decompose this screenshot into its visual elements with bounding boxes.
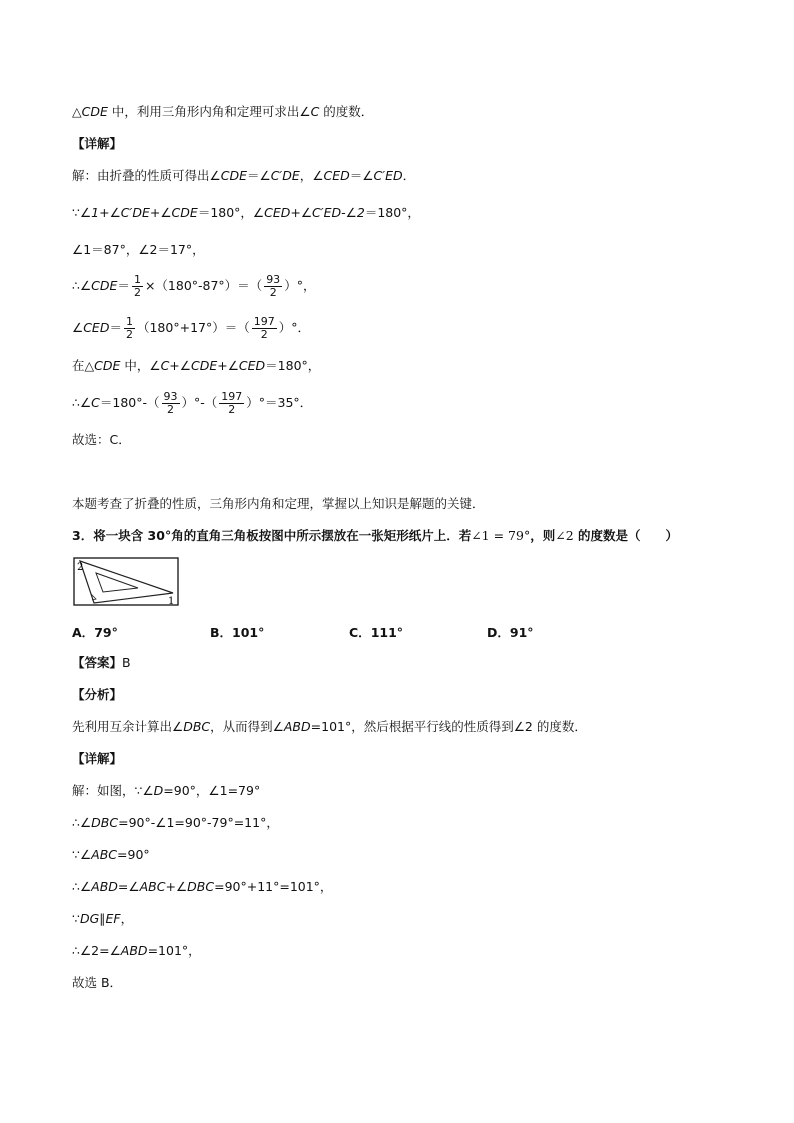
q3-step-2: ∴∠DBC=90°-∠1=90°-79°=11°，: [72, 815, 279, 830]
q3-analysis: 先利用互余计算出∠DBC，从而得到∠ABD=101°，然后根据平行线的性质得到∠2 的度数．: [72, 719, 587, 734]
q2-step-7: ∴∠C＝180°-（ $\frac{93}{2}$ ）°-（ $\frac{197}{2}$ ）°＝35°．: [72, 390, 313, 416]
q2-step-6: 在△CDE 中，∠C+∠CDE+∠CED＝180°，: [72, 358, 321, 373]
fraction: $\frac{93}{2}$: [163, 390, 178, 416]
intro-line: △CDE 中，利用三角形内角和定理可求出∠C 的度数．: [72, 104, 374, 119]
fraction: $\frac{197}{2}$: [253, 315, 275, 341]
rectangle-paper: [74, 558, 178, 605]
q2-summary: 本题考查了折叠的性质，三角形内角和定理，掌握以上知识是解题的关键．: [72, 496, 485, 511]
q2-step-2: ∵∠1+∠C′DE+∠CDE＝180°，∠CED+∠C′ED-∠2＝180°，: [72, 205, 420, 220]
q3-step-5: ∵DG∥EF，: [72, 911, 134, 926]
option-d[interactable]: D．91°: [487, 625, 534, 640]
triangle-symbol: △: [72, 104, 82, 119]
q2-step-4: ∴∠CDE＝ $\frac{1}{2}$ ×（180°-87°）＝（ $\frac{93}{2}$ ）°，: [72, 273, 316, 299]
q3-step-6: ∴∠2=∠ABD=101°，: [72, 943, 201, 958]
q3-answer: 【答案】B: [72, 655, 131, 670]
q3-analysis-heading: 【分析】: [72, 687, 123, 702]
q3-detail-heading: 【详解】: [72, 751, 123, 766]
option-a[interactable]: A．79°: [72, 625, 118, 640]
option-b[interactable]: B．101°: [210, 625, 265, 640]
q2-step-5: ∠CED＝ $\frac{1}{2}$ （180°+17°）＝（ $\frac{197}{2}$ ）°．: [72, 315, 310, 341]
q3-step-3: ∵∠ABC=90°: [72, 847, 150, 862]
angle-1-label: 1: [168, 596, 175, 607]
q3-stem: 3．将一块含 30°角的直角三角板按图中所示摆放在一张矩形纸片上．若∠1 = 79°，则∠2 的度数是（ ）: [72, 528, 679, 543]
q3-choice: 故选 B．: [72, 975, 123, 990]
q3-figure: [72, 556, 182, 608]
q2-choice: 故选：C．: [72, 432, 131, 447]
fraction: $\frac{1}{2}$: [125, 315, 133, 341]
q3-step-1: 解：如图，∵∠D=90°，∠1=79°: [72, 783, 261, 798]
option-c[interactable]: C．111°: [349, 625, 404, 640]
q2-step-1: 解：由折叠的性质可得出∠CDE＝∠C′DE，∠CED＝∠C′ED．: [72, 168, 416, 183]
q3-step-4: ∴∠ABD=∠ABC+∠DBC=90°+11°=101°，: [72, 879, 333, 894]
fraction: $\frac{1}{2}$: [133, 273, 141, 299]
fraction: $\frac{93}{2}$: [266, 273, 281, 299]
q2-step-3: ∠1＝87°，∠2＝17°，: [72, 242, 205, 257]
fraction: $\frac{197}{2}$: [221, 390, 243, 416]
angle-2-label: 2: [77, 562, 84, 573]
q2-detail-heading: 【详解】: [72, 136, 123, 151]
